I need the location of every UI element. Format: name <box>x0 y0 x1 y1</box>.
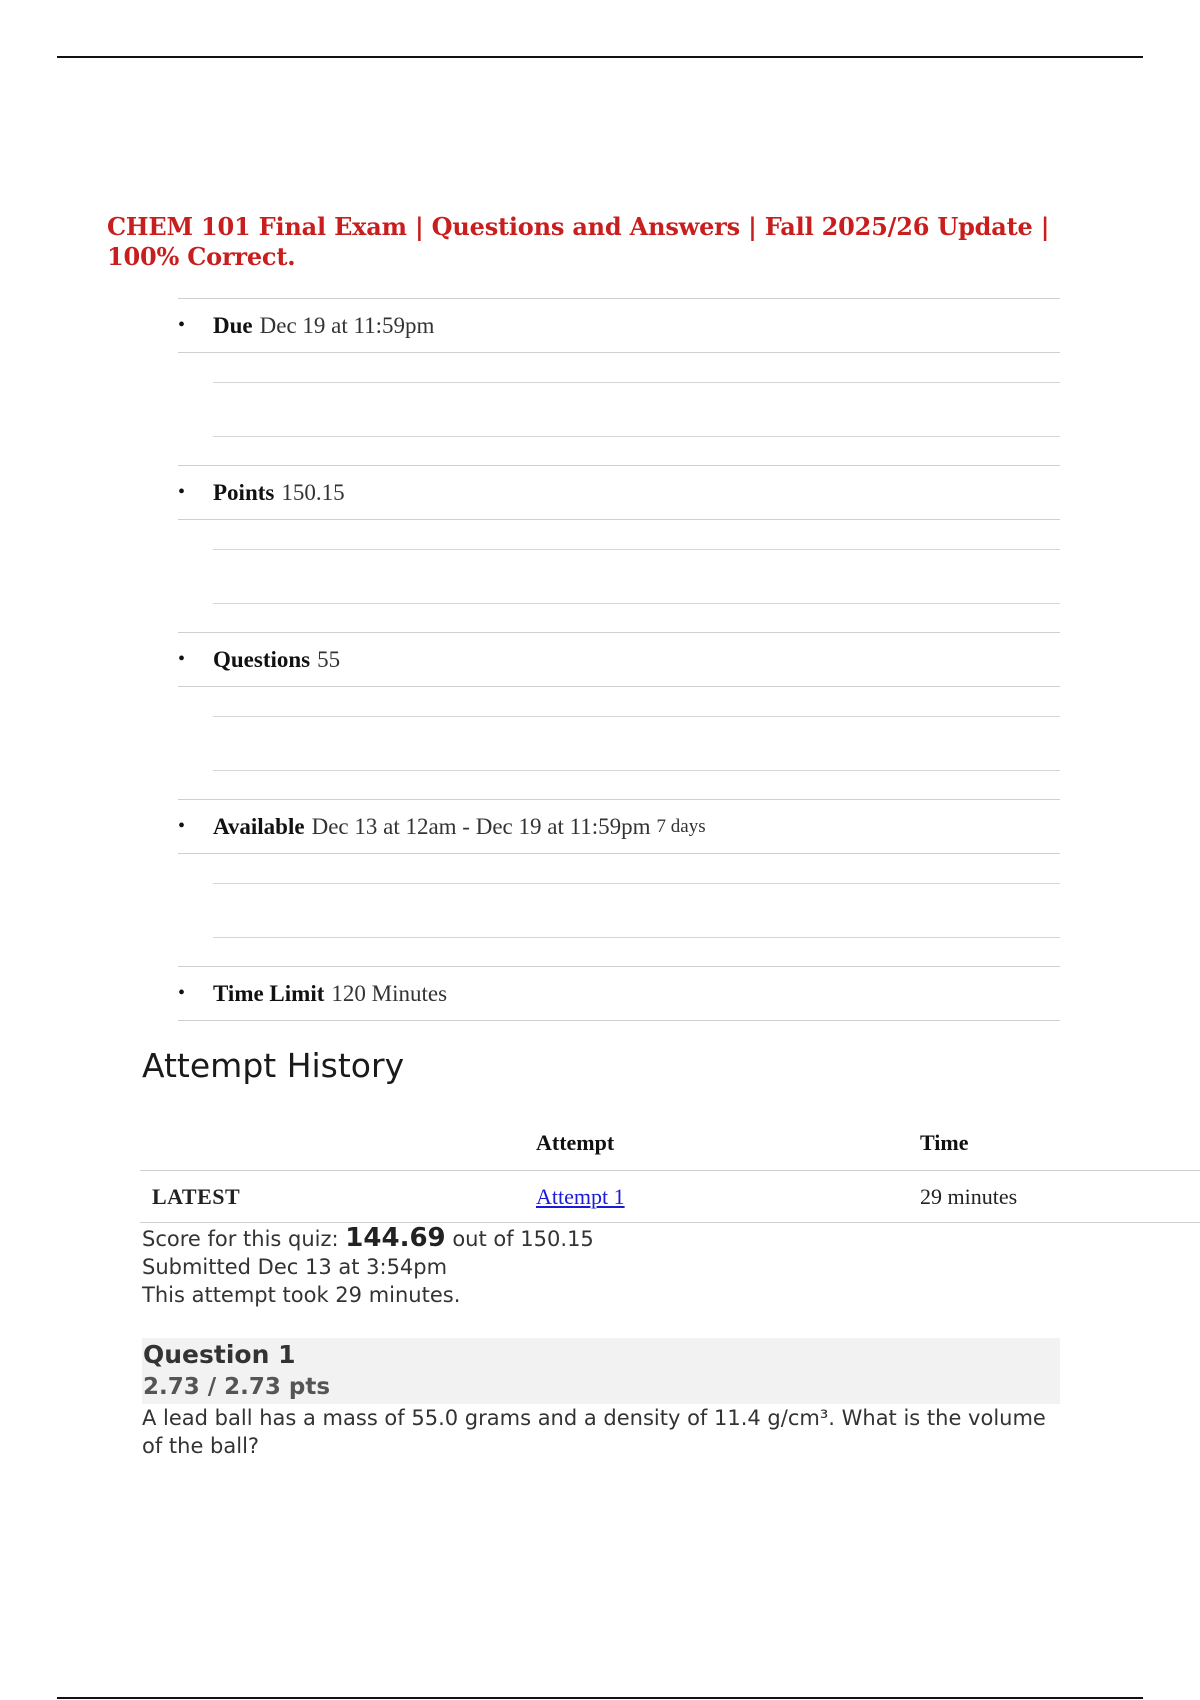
attempt-cell <box>536 1171 920 1223</box>
quiz-details-list <box>178 298 1060 1023</box>
column-header-attempt: Attempt <box>536 1116 920 1171</box>
divider <box>213 716 1060 717</box>
attempt-history-heading: Attempt History <box>142 1046 405 1085</box>
attempt-link[interactable]: Attempt 1 <box>536 1183 625 1209</box>
quiz-summary <box>142 1224 594 1309</box>
table-header-row <box>140 1116 1200 1171</box>
divider <box>213 603 1060 604</box>
detail-available <box>178 799 1060 966</box>
detail-value: 120 Minutes <box>331 980 448 1006</box>
detail-points <box>178 465 1060 632</box>
status-cell: LATEST <box>140 1171 536 1223</box>
score-total: out of 150.15 <box>452 1227 594 1251</box>
divider <box>213 549 1060 550</box>
column-header <box>140 1116 536 1171</box>
bullet-icon: • <box>178 982 186 1004</box>
divider <box>213 937 1060 938</box>
detail-value: 55 <box>317 646 341 672</box>
question-header <box>142 1338 1060 1404</box>
detail-time-limit <box>178 966 1060 1023</box>
bullet-icon: • <box>178 314 186 336</box>
detail-label: Available <box>213 813 305 839</box>
top-rule <box>57 56 1143 58</box>
submitted-line: Submitted Dec 13 at 3:54pm <box>142 1255 448 1279</box>
table-row <box>140 1171 1200 1223</box>
document-title: CHEM 101 Final Exam | Questions and Answers | Fall 2025/26 Update | 100% Correct. <box>107 212 1050 271</box>
question-text: A lead ball has a mass of 55.0 grams and a density of 11.4 g/cm³. What is the volume of the ball? <box>142 1406 1046 1458</box>
column-header-time: Time <box>920 1116 1200 1171</box>
bullet-icon: • <box>178 648 186 670</box>
bullet-icon: • <box>178 481 186 503</box>
question-points: 2.73 / 2.73 pts <box>143 1374 331 1400</box>
divider <box>213 883 1060 884</box>
detail-value: Dec 13 at 12am - Dec 19 at 11:59pm <box>311 813 651 839</box>
detail-due <box>178 298 1060 465</box>
divider <box>213 436 1060 437</box>
detail-label: Questions <box>213 646 311 672</box>
detail-label: Due <box>213 312 253 338</box>
detail-value: 150.15 <box>281 479 345 505</box>
question-block <box>142 1338 1060 1460</box>
detail-value: Dec 19 at 11:59pm <box>259 312 435 338</box>
detail-label: Points <box>213 479 275 505</box>
divider <box>213 770 1060 771</box>
time-cell: 29 minutes <box>920 1171 1200 1223</box>
divider <box>213 382 1060 383</box>
duration-line: This attempt took 29 minutes. <box>142 1283 461 1307</box>
attempt-history-table <box>140 1116 1200 1223</box>
bottom-rule <box>57 1697 1143 1699</box>
question-title: Question 1 <box>143 1340 296 1369</box>
detail-questions <box>178 632 1060 799</box>
score-value: 144.69 <box>345 1223 446 1253</box>
detail-extra: 7 days <box>656 815 706 837</box>
score-line <box>142 1224 594 1253</box>
detail-label: Time Limit <box>213 980 325 1006</box>
bullet-icon: • <box>178 815 186 837</box>
score-label: Score for this quiz: <box>142 1227 339 1251</box>
